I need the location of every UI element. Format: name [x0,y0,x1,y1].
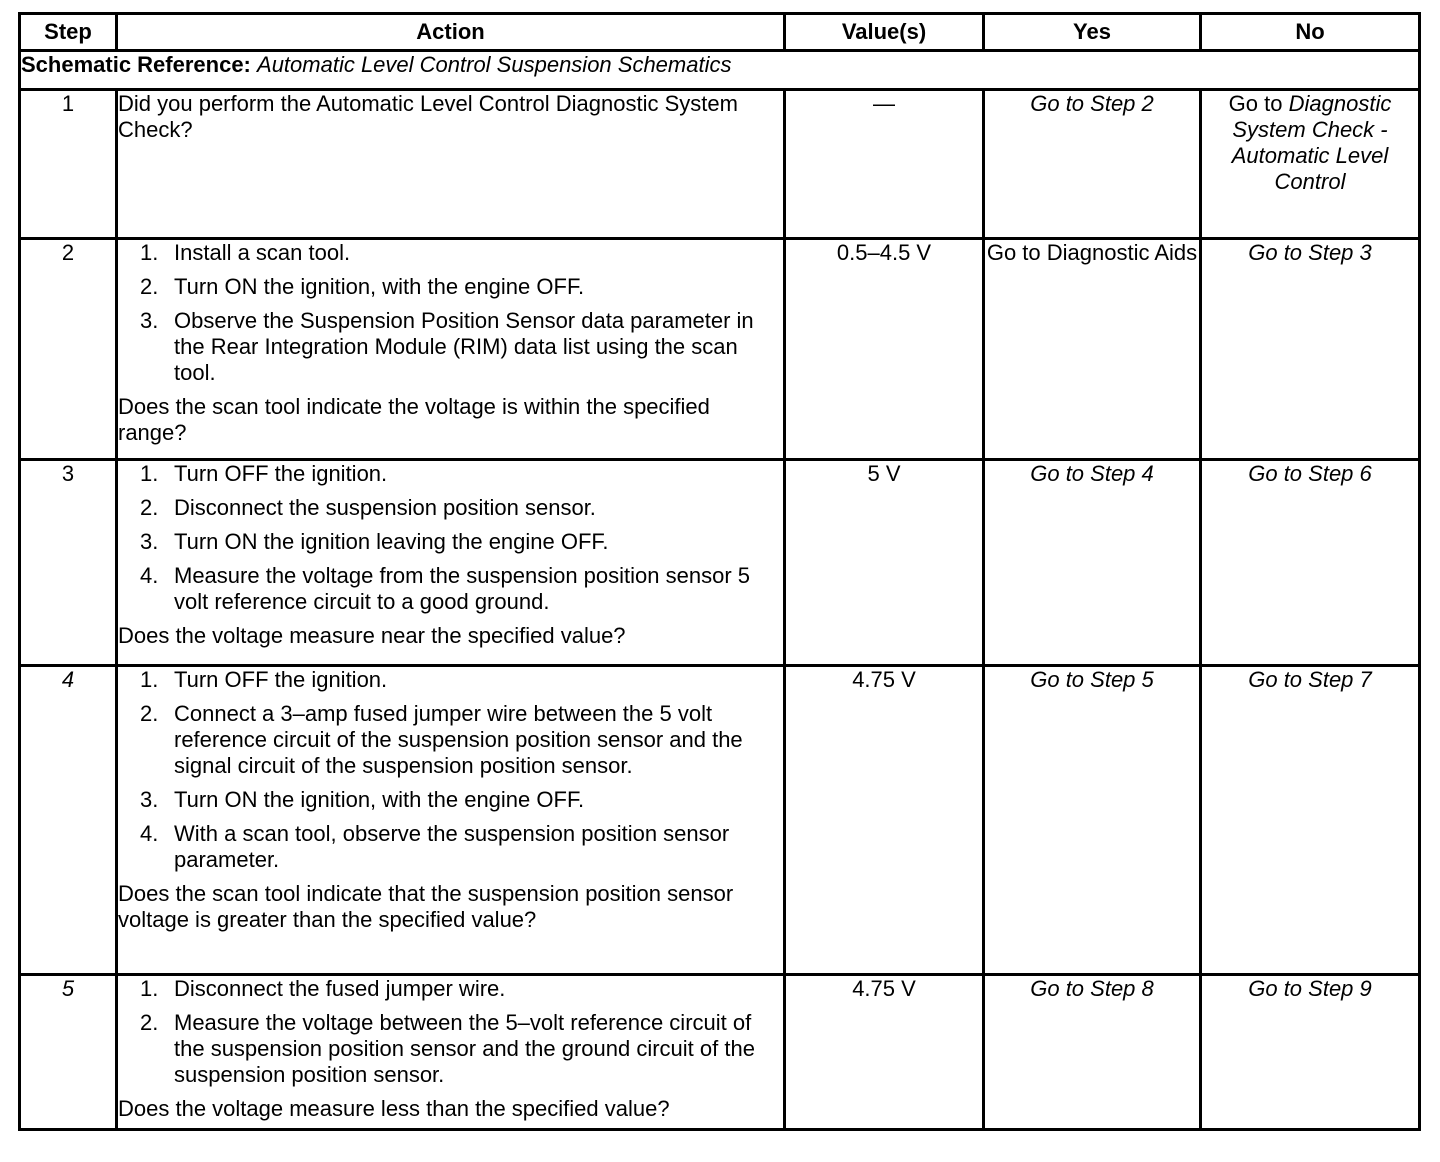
item-number: 1. [140,976,159,1001]
list-item [118,667,783,693]
action-cell [117,239,785,460]
yes-link[interactable]: Go to Step 4 [984,460,1201,666]
item-text: Observe the Suspension Position Sensor data parameter in the Rear Integration Module (RIM) data list using the scan tool. [174,308,754,385]
action-question: Does the voltage measure near the specified value? [118,623,626,648]
schematic-reference-link[interactable]: Automatic Level Control Suspension Schematics [257,52,732,77]
item-number: 3. [140,308,159,333]
table-row [20,975,1420,1130]
header-yes: Yes [984,14,1201,51]
list-item [118,563,783,615]
yes-link[interactable]: Go to Step 8 [984,975,1201,1130]
item-number: 2. [140,1010,159,1035]
item-text: Disconnect the suspension position sensor. [174,495,596,520]
action-question: Does the scan tool indicate that the suspension position sensor voltage is greater than the specified value? [118,881,734,932]
diagnostic-table [18,12,1421,1131]
header-step: Step [20,14,117,51]
item-text: Disconnect the fused jumper wire. [174,976,506,1001]
action-cell [117,666,785,975]
action-list [118,976,783,1088]
item-number: 1. [140,461,159,486]
item-text: Turn ON the ignition, with the engine OFF. [174,274,585,299]
list-item [118,821,783,873]
no-prefix: Go to [1228,91,1283,116]
list-item [118,701,783,779]
value-cell: 5 V [785,460,984,666]
table-row [20,666,1420,975]
item-text: Connect a 3–amp fused jumper wire between the 5 volt reference circuit of the suspension position sensor and the signal circuit of the suspension position sensor. [174,701,743,778]
item-text: Turn OFF the ignition. [174,667,388,692]
item-text: With a scan tool, observe the suspension position sensor parameter. [174,821,730,872]
action-cell [117,975,785,1130]
yes-link[interactable]: Go to Step 2 [984,90,1201,239]
header-action: Action [117,14,785,51]
item-text: Measure the voltage between the 5–volt reference circuit of the suspension position sensor and the ground circuit of the suspension position sensor. [174,1010,755,1087]
list-item [118,461,783,487]
no-link[interactable]: Diagnostic System Check - Automatic Level Control [1231,91,1392,194]
header-no: No [1201,14,1420,51]
no-link[interactable]: Go to Step 3 [1201,239,1420,460]
item-number: 4. [140,821,159,846]
item-number: 4. [140,563,159,588]
item-number: 2. [140,701,159,726]
step-number: 2 [20,239,117,460]
action-question: Does the scan tool indicate the voltage is within the specified range? [118,394,710,445]
item-text: Measure the voltage from the suspension position sensor 5 volt reference circuit to a good ground. [174,563,750,614]
action-list [118,667,783,873]
no-link[interactable]: Go to Step 6 [1201,460,1420,666]
action-list [118,240,783,386]
list-item [118,495,783,521]
table-row [20,460,1420,666]
schematic-reference-row [20,51,1420,90]
item-text: Turn ON the ignition leaving the engine OFF. [174,529,609,554]
table-row [20,239,1420,460]
item-number: 3. [140,529,159,554]
yes-link[interactable]: Go to Step 5 [984,666,1201,975]
step-number: 3 [20,460,117,666]
item-text: Turn ON the ignition, with the engine OFF. [174,787,585,812]
step-number: 5 [20,975,117,1130]
yes-link[interactable]: Go to Diagnostic Aids [984,239,1201,460]
action-list [118,461,783,615]
item-number: 1. [140,240,159,265]
list-item [118,274,783,300]
list-item [118,308,783,386]
step-number: 1 [20,90,117,239]
step-number: 4 [20,666,117,975]
action-cell [117,460,785,666]
list-item [118,787,783,813]
header-row [20,14,1420,51]
no-cell [1201,90,1420,239]
item-number: 2. [140,495,159,520]
value-cell: 4.75 V [785,975,984,1130]
list-item [118,240,783,266]
header-value: Value(s) [785,14,984,51]
schematic-reference [20,51,1420,90]
action-cell [117,90,785,239]
action-question: Does the voltage measure less than the specified value? [118,1096,670,1121]
list-item [118,1010,783,1088]
list-item [118,529,783,555]
value-cell: — [785,90,984,239]
schematic-reference-label: Schematic Reference: [21,52,251,77]
item-number: 1. [140,667,159,692]
item-number: 3. [140,787,159,812]
no-link[interactable]: Go to Step 9 [1201,975,1420,1130]
item-text: Turn OFF the ignition. [174,461,388,486]
item-number: 2. [140,274,159,299]
action-question: Did you perform the Automatic Level Control Diagnostic System Check? [118,91,738,142]
no-link[interactable]: Go to Step 7 [1201,666,1420,975]
table-row [20,90,1420,239]
list-item [118,976,783,1002]
item-text: Install a scan tool. [174,240,351,265]
value-cell: 0.5–4.5 V [785,239,984,460]
value-cell: 4.75 V [785,666,984,975]
